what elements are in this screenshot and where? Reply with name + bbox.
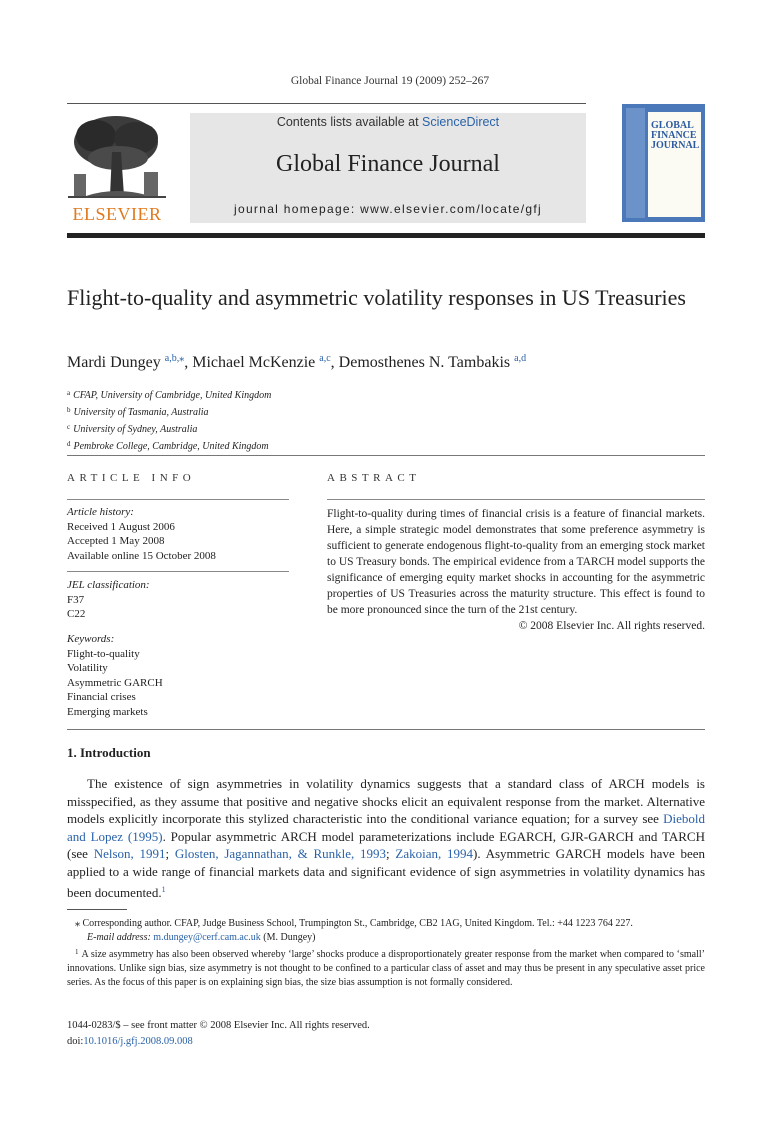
history-label: Article history:	[67, 506, 134, 518]
jel-code: C22	[67, 608, 86, 620]
article-info-heading: ARTICLE INFO	[67, 472, 196, 484]
article-title: Flight-to-quality and asymmetric volatility responses in US Treasuries	[67, 285, 686, 310]
cover-panel	[648, 112, 701, 217]
front-matter	[67, 1018, 370, 1049]
cover-title	[651, 121, 699, 151]
author-list: Mardi Dungey $^{a,b,⁎}$, Michael McKenzie $^{a,c}$, Demosthenes N. Tambakis $^{a,d}$	[67, 353, 527, 371]
author-affil-link[interactable]: a,d	[514, 353, 527, 364]
article-history	[67, 505, 289, 563]
intro-paragraph: The existence of sign asymmetries in volatility dynamics suggests that a standard class of ARCH models is misspecified, as they assume that positive and negative shocks elicit an equivalent response from the market. Alternative models explicitly incorporate this stylized characteristic into the conditional variance equation; for a survey see Diebold and Lopez (1995). Popular asymmetric ARCH model parameterizations include EGARCH, GJR-GARCH and TARCH (see Nelson, 1991; Glosten, Jagannathan, & Runkle, 1993; Zakoian, 1994). Asymmetric GARCH models have been applied to a wide range of financial markets data and significant evidence of sign asymmetries in volatility dynamics has been documented.$^1$	[67, 776, 705, 900]
abstract-copyright: © 2008 Elsevier Inc. All rights reserved.	[518, 620, 705, 632]
cover-title-line: GLOBAL	[651, 120, 694, 131]
header-thick-rule	[67, 233, 705, 238]
keyword: Flight-to-quality	[67, 647, 140, 660]
citation-link[interactable]: Nelson, 1991	[93, 846, 166, 862]
elsevier-logo	[66, 112, 168, 224]
contents-prefix: Contents lists available at	[276, 115, 419, 129]
history-item: Available online 15 October 2008	[67, 549, 216, 562]
header-rule	[67, 103, 586, 104]
cover-title-line: FINANCE	[651, 130, 697, 141]
keyword: Asymmetric GARCH	[67, 676, 163, 689]
affiliation: $^d$ Pembroke College, Cambridge, United Kingdom	[67, 440, 269, 452]
email-link[interactable]: m.dungey@cerf.cam.ac.uk	[153, 932, 261, 943]
author-name: Michael McKenzie	[192, 354, 316, 371]
corresponding-footnote	[67, 917, 705, 931]
article-info-rule	[67, 571, 289, 572]
section-heading: 1. Introduction	[67, 745, 151, 760]
abstract-heading: ABSTRACT	[327, 472, 421, 484]
email-label: E-mail address:	[87, 932, 151, 943]
affiliation: $^b$ University of Tasmania, Australia	[67, 406, 209, 418]
jel-label: JEL classification:	[67, 579, 150, 591]
abstract-rule	[327, 499, 705, 500]
affiliations	[67, 386, 271, 454]
cover-strip	[626, 108, 645, 218]
citation-link[interactable]: Glosten, Jagannathan, & Runkle, 1993	[174, 846, 387, 862]
elsevier-wordmark: ELSEVIER	[72, 204, 162, 224]
keywords-label: Keywords:	[67, 633, 115, 645]
corresponding-text: Corresponding author. CFAP, Judge Business School, Trumpington St., Cambridge, CB2 1AG, United Kingdom. Tel.: +44 1223 764 227.	[82, 918, 633, 929]
citation-link[interactable]: Diebold and Lopez (1995)	[67, 811, 705, 844]
doi-link[interactable]: 10.1016/j.gfj.2008.09.008	[83, 1035, 193, 1047]
journal-cover	[622, 104, 705, 222]
footnote-rule	[67, 909, 127, 910]
footnotes	[67, 917, 705, 990]
author-name: Demosthenes N. Tambakis	[338, 354, 511, 371]
sciencedirect-link[interactable]: ScienceDirect	[422, 115, 500, 129]
author-affil-link[interactable]: a,c	[319, 353, 331, 364]
contents-line	[190, 115, 586, 129]
email-footnote	[67, 931, 705, 945]
journal-homepage[interactable]: journal homepage: www.elsevier.com/locate/gfj	[234, 202, 542, 216]
issn-line: 1044-0283/$ – see front matter © 2008 Elsevier Inc. All rights reserved.	[67, 1020, 370, 1031]
jel-classification	[67, 578, 289, 622]
jel-code: F37	[67, 593, 85, 606]
abstract-text: Flight-to-quality during times of financial crisis is a feature of financial markets. Here, a simple strategic model demonstrates that some preference asymmetry is sufficient to generate endogenous flight-to-quality from an emerging stock market to US Treasury bonds. The empirical evidence from a TARCH model supports the significance of emerging equity market shocks in accounting for the asymmetric properties of US Treasuries across the maturity structure. This effect is found to be more pronounced since the turn of the 21st century.	[327, 508, 706, 616]
journal-name: Global Finance Journal	[276, 151, 500, 177]
footnote-mark: ⁎	[75, 918, 80, 929]
footnote-1: $^1$ A size asymmetry has also been observed whereby ‘large’ shocks produce a disproportionately greater response from the market when compared to ‘small’ innovations. Unlike sign bias, size asymmetry is not thought to be confined to a particular class of asset and may thus be present in any speculative asset price series. As the focus of this paper is on explaining sign bias, the size bias assumption is not formally considered.	[67, 948, 705, 988]
footnote-link[interactable]: 1	[161, 884, 166, 894]
history-item: Accepted 1 May 2008	[67, 535, 165, 547]
section-rule	[67, 729, 705, 730]
keyword: Financial crises	[67, 691, 136, 703]
citation-link[interactable]: Zakoian, 1994	[395, 846, 473, 862]
email-suffix: (M. Dungey)	[263, 932, 316, 943]
abstract	[327, 506, 705, 634]
section-rule	[67, 455, 705, 456]
keywords	[67, 632, 289, 719]
history-item: Received 1 August 2006	[67, 520, 175, 533]
journal-banner	[190, 113, 586, 223]
cover-title-line: JOURNAL	[651, 140, 700, 151]
affiliation: $^a$ CFAP, University of Cambridge, United Kingdom	[67, 389, 272, 401]
keyword: Emerging markets	[67, 705, 148, 718]
keyword: Volatility	[67, 662, 108, 674]
affiliation: $^c$ University of Sydney, Australia	[67, 423, 198, 435]
corresponding-mark[interactable]: ⁎	[179, 353, 185, 364]
author-affil-link[interactable]: a,b,	[164, 353, 180, 364]
journal-reference: Global Finance Journal 19 (2009) 252–267	[290, 75, 490, 87]
article-info-rule	[67, 499, 289, 500]
author-name: Mardi Dungey	[67, 354, 161, 371]
doi-line: doi:10.1016/j.gfj.2008.09.008	[67, 1035, 193, 1047]
